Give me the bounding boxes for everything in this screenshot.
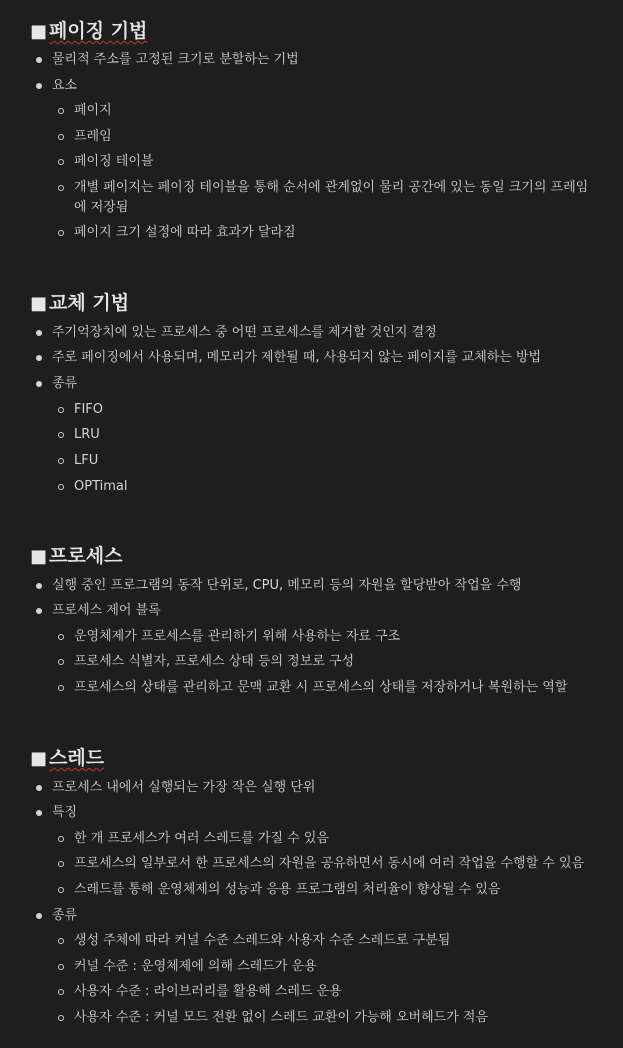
section-heading-paging [30,19,147,44]
list-item: OPTimal [74,479,128,494]
list-item: 종류 [52,908,78,923]
bullet-circle-icon [58,432,64,438]
bullet-circle-icon [58,861,64,867]
heading-title: 스레드 [49,747,105,769]
list-item: LRU [74,427,100,442]
list-item: 생성 주체에 따라 커널 수준 스레드와 사용자 수준 스레드로 구분됨 [74,933,451,948]
heading-title: 프로세스 [49,545,123,567]
bullet-circle-icon [58,134,64,140]
bullet-circle-icon [58,185,64,191]
heading-marker: ■ [30,546,48,567]
list-item: LFU [74,453,99,468]
list-item: 커널 수준 : 운영체제에 의해 스레드가 운용 [74,959,317,974]
bullet-circle-icon [58,989,64,995]
heading-marker: ■ [30,21,48,42]
list-item: 물리적 주소를 고정된 크기로 분할하는 기법 [52,52,299,67]
bullet-circle-icon [58,938,64,944]
bullet-dot-icon [36,330,42,336]
list-item: 주로 페이징에서 사용되며, 메모리가 제한될 때, 사용되지 않는 페이지를 교체하는 방법 [52,350,542,365]
section-heading-thread [30,746,104,771]
bullet-circle-icon [58,230,64,236]
bullet-circle-icon [58,685,64,691]
list-item: 사용자 수준 : 라이브러리를 활용해 스레드 운용 [74,984,342,999]
bullet-dot-icon [36,608,42,614]
bullet-dot-icon [36,355,42,361]
list-item: 종류 [52,376,78,391]
bullet-circle-icon [58,108,64,114]
list-item: 페이지 크기 설정에 따라 효과가 달라짐 [74,225,296,240]
heading-marker: ■ [30,748,48,769]
list-item: 프로세스의 상태를 관리하고 문맥 교환 시 프로세스의 상태를 저장하거나 복원하는 역할 [74,680,568,695]
bullet-circle-icon [58,659,64,665]
list-item: 프로세스 제어 블록 [52,603,161,618]
bullet-dot-icon [36,381,42,387]
list-item: 페이징 테이블 [74,154,154,169]
bullet-dot-icon [36,83,42,89]
list-item: 사용자 수준 : 커널 모드 전환 없이 스레드 교환이 가능해 오버헤드가 적음 [74,1010,489,1025]
list-item: 프로세스 식별자, 프로세스 상태 등의 정보로 구성 [74,654,355,669]
bullet-circle-icon [58,887,64,893]
bullet-dot-icon [36,810,42,816]
list-item: 주기억장치에 있는 프로세스 중 어떤 프로세스를 제거할 것인지 결정 [52,325,437,340]
list-item: 실행 중인 프로그램의 동작 단위로, CPU, 메모리 등의 자원을 할당받아 작업을 수행 [52,578,522,593]
list-item: 특징 [52,805,78,820]
section-heading-process [30,544,122,569]
bullet-dot-icon [36,913,42,919]
list-item: 스레드를 통해 운영체제의 성능과 응용 프로그램의 처리율이 향상될 수 있음 [74,882,501,897]
list-item: 프로세스 내에서 실행되는 가장 작은 실행 단위 [52,780,316,795]
bullet-circle-icon [58,484,64,490]
list-item: 개별 페이지는 페이징 테이블을 통해 순서에 관계없이 물리 공간에 있는 동일 크기의 프레임에 저장됨 [74,180,589,215]
heading-title: 교체 기법 [49,292,130,314]
bullet-circle-icon [58,458,64,464]
bullet-circle-icon [58,407,64,413]
heading-title: 페이징 기법 [49,20,148,42]
bullet-dot-icon [36,57,42,63]
bullet-circle-icon [58,634,64,640]
bullet-dot-icon [36,785,42,791]
bullet-circle-icon [58,964,64,970]
list-item: 요소 [52,78,78,93]
heading-marker: ■ [30,293,48,314]
list-item: 한 개 프로세스가 여러 스레드를 가질 수 있음 [74,831,329,846]
bullet-dot-icon [36,583,42,589]
bullet-circle-icon [58,159,64,165]
list-item: 운영체제가 프로세스를 관리하기 위해 사용하는 자료 구조 [74,629,401,644]
list-item: 페이지 [74,103,112,118]
list-item: 프로세스의 일부로서 한 프로세스의 자원을 공유하면서 동시에 여러 작업을 수행할 수 있음 [74,856,585,871]
bullet-circle-icon [58,836,64,842]
list-item: FIFO [74,402,104,417]
section-heading-replacement [30,291,129,316]
list-item: 프레임 [74,129,112,144]
bullet-circle-icon [58,1015,64,1021]
